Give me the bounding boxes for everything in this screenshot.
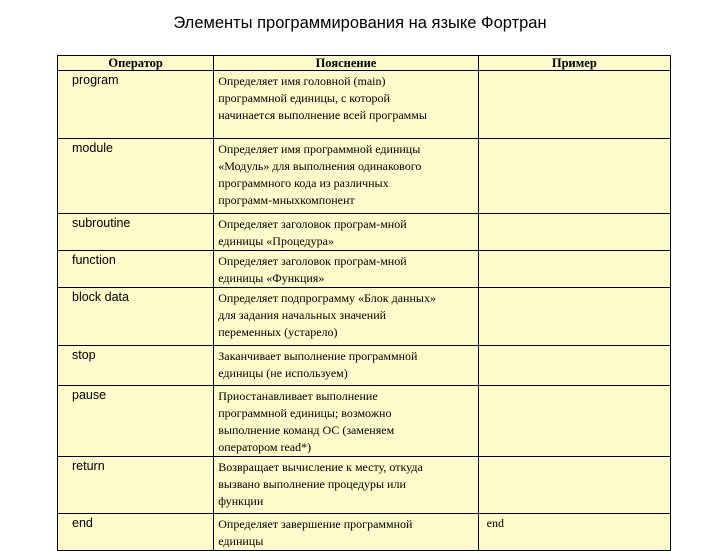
operator-cell: stop xyxy=(58,346,214,386)
description-cell: Заканчивает выполнение программной единицы (не используем) xyxy=(214,346,478,386)
table-row xyxy=(58,457,671,514)
description-cell: Определяет имя головной (main) программной единицы, с которой начинается выполнение всей программы xyxy=(214,71,478,139)
description-cell: Определяет заголовок програм-мной единицы «Функция» xyxy=(214,251,478,288)
table-row xyxy=(58,214,671,251)
example-cell xyxy=(478,251,670,288)
header-example: Пример xyxy=(478,56,670,71)
operator-cell: block data xyxy=(58,288,214,346)
table-row xyxy=(58,514,671,551)
table-header-row xyxy=(58,56,671,71)
operators-table xyxy=(57,55,671,551)
table-row xyxy=(58,71,671,139)
operator-cell: function xyxy=(58,251,214,288)
table-row xyxy=(58,386,671,457)
operator-cell: return xyxy=(58,457,214,514)
operator-cell: pause xyxy=(58,386,214,457)
operator-cell: end xyxy=(58,514,214,551)
page-title: Элементы программирования на языке Фортран xyxy=(173,14,547,32)
table-row xyxy=(58,288,671,346)
example-cell xyxy=(478,139,670,214)
description-cell: Определяет завершение программной единицы xyxy=(214,514,478,551)
table-row xyxy=(58,251,671,288)
description-cell: Определяет имя программной единицы «Модуль» для выполнения одинакового программного кода из различных программ-мныхкомпонент xyxy=(214,139,478,214)
header-operator: Оператор xyxy=(58,56,214,71)
table-row xyxy=(58,346,671,386)
example-cell xyxy=(478,346,670,386)
description-cell: Определяет подпрограмму «Блок данных» для задания начальных значений переменных (устарело) xyxy=(214,288,478,346)
example-cell xyxy=(478,214,670,251)
example-cell xyxy=(478,288,670,346)
description-cell: Приостанавливает выполнение программной единицы; возможно выполнение команд ОС (заменяем оператором read*) xyxy=(214,386,478,457)
operator-cell: subroutine xyxy=(58,214,214,251)
description-cell: Возвращает вычисление к месту, откуда вызвано выполнение процедуры или функции xyxy=(214,457,478,514)
operator-cell: program xyxy=(58,71,214,139)
example-cell xyxy=(478,386,670,457)
example-cell xyxy=(478,457,670,514)
example-cell xyxy=(478,71,670,139)
operator-cell: module xyxy=(58,139,214,214)
header-explanation: Пояснение xyxy=(214,56,478,71)
table-row xyxy=(58,139,671,214)
example-cell: end xyxy=(478,514,670,551)
description-cell: Определяет заголовок програм-мной единицы «Процедура» xyxy=(214,214,478,251)
